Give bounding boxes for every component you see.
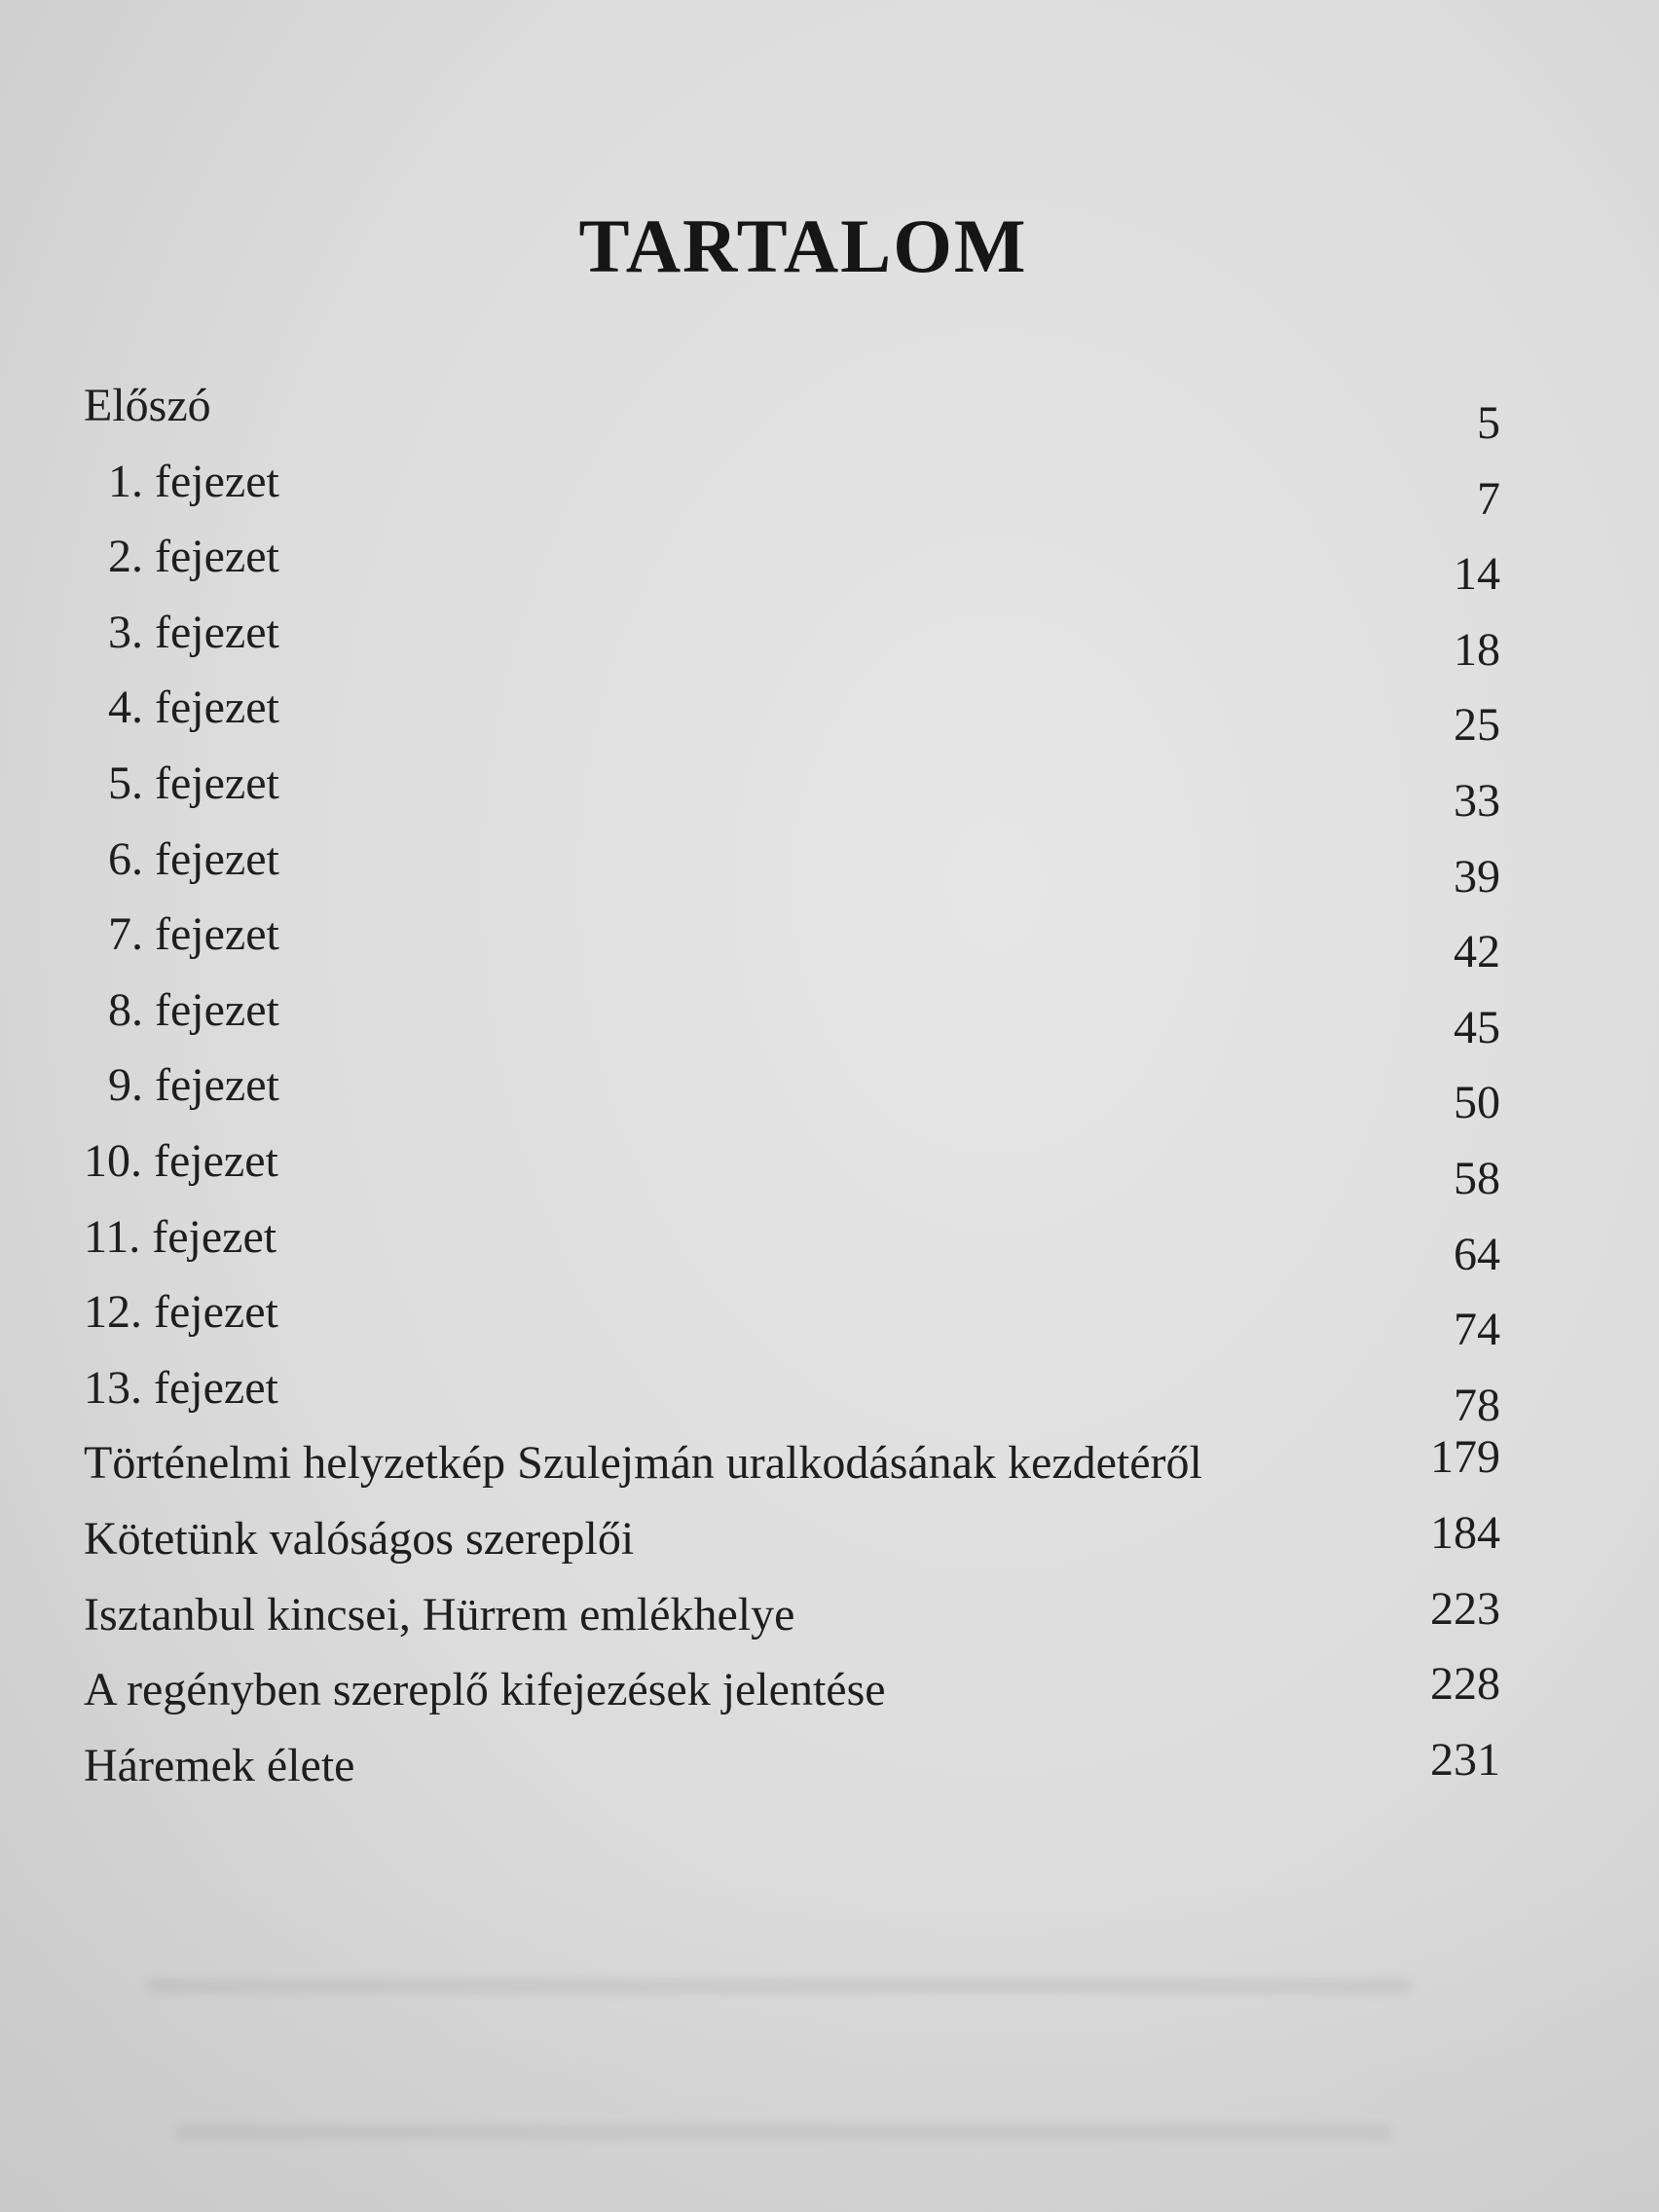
page-title: TARTALOM [578,203,1028,288]
toc-page-number: 231 [1430,1733,1500,1786]
toc-label: 12. fejezet [84,1286,278,1339]
toc-label: Kötetünk valóságos szereplői [84,1512,635,1565]
toc-row-chapter-2 [84,526,1500,602]
toc-page-number: 50 [1454,1077,1500,1129]
toc-row-chapter-7 [84,903,1500,979]
toc-label: Előszó [84,380,211,431]
toc-row-harem-life [84,1735,1500,1811]
toc-page-number: 179 [1430,1431,1500,1484]
toc-label: 10. fejezet [84,1134,278,1187]
toc-row-real-characters [84,1508,1500,1584]
toc-label: 6. fejezet [108,832,279,885]
toc-row-chapter-11 [84,1206,1500,1282]
toc-row-chapter-8 [84,979,1500,1055]
toc-label: Történelmi helyzetkép Szulejmán uralkodásának kezdetéről [84,1437,1202,1490]
toc-row-glossary [84,1659,1500,1735]
toc-label: Háremek élete [84,1739,355,1791]
show-through-line [146,1978,1412,1994]
toc-label: 11. fejezet [84,1210,277,1263]
toc-label: 7. fejezet [108,908,279,961]
toc-page-number: 64 [1454,1228,1500,1280]
toc-label: A regényben szereplő kifejezések jelentése [84,1664,886,1716]
toc-page-number: 42 [1454,926,1500,978]
toc-row-preface [84,375,1500,451]
toc-label: 1. fejezet [108,455,279,507]
toc-page-number: 184 [1430,1506,1500,1559]
toc-page-number: 223 [1430,1582,1500,1635]
toc-page-number: 228 [1430,1658,1500,1711]
toc-label: 9. fejezet [108,1059,279,1112]
toc-row-chapter-9 [84,1054,1500,1130]
toc-row-chapter-12 [84,1281,1500,1357]
table-of-contents [84,375,1500,1810]
toc-page-number: 7 [1477,472,1500,525]
toc-page-number: 5 [1477,397,1500,449]
toc-page-number: 45 [1454,1001,1500,1053]
toc-label: 8. fejezet [108,983,279,1036]
show-through-shadow [0,1881,1659,2212]
toc-page-number: 14 [1454,548,1500,601]
toc-page-number: 25 [1454,699,1500,752]
toc-page-number: 58 [1454,1152,1500,1204]
toc-label: 4. fejezet [108,682,279,734]
toc-label: 2. fejezet [108,531,279,583]
toc-label: 5. fejezet [108,756,279,809]
toc-page-number: 33 [1454,774,1500,827]
toc-page-number: 74 [1454,1304,1500,1356]
toc-row-chapter-10 [84,1130,1500,1206]
toc-row-istanbul-treasures [84,1584,1500,1660]
toc-row-chapter-6 [84,829,1500,904]
toc-page-number: 39 [1454,850,1500,903]
toc-label: 3. fejezet [108,606,279,658]
toc-row-chapter-4 [84,677,1500,753]
show-through-line [175,2124,1392,2140]
toc-label: Isztanbul kincsei, Hürrem emlékhelye [84,1588,795,1641]
toc-row-chapter-1 [84,451,1500,527]
toc-row-chapter-13 [84,1357,1500,1433]
toc-label: 13. fejezet [84,1361,278,1414]
toc-page-number: 78 [1454,1379,1500,1431]
toc-page-number: 18 [1454,623,1500,676]
toc-row-chapter-3 [84,602,1500,678]
toc-row-historical-overview [84,1432,1500,1508]
toc-row-chapter-5 [84,753,1500,829]
